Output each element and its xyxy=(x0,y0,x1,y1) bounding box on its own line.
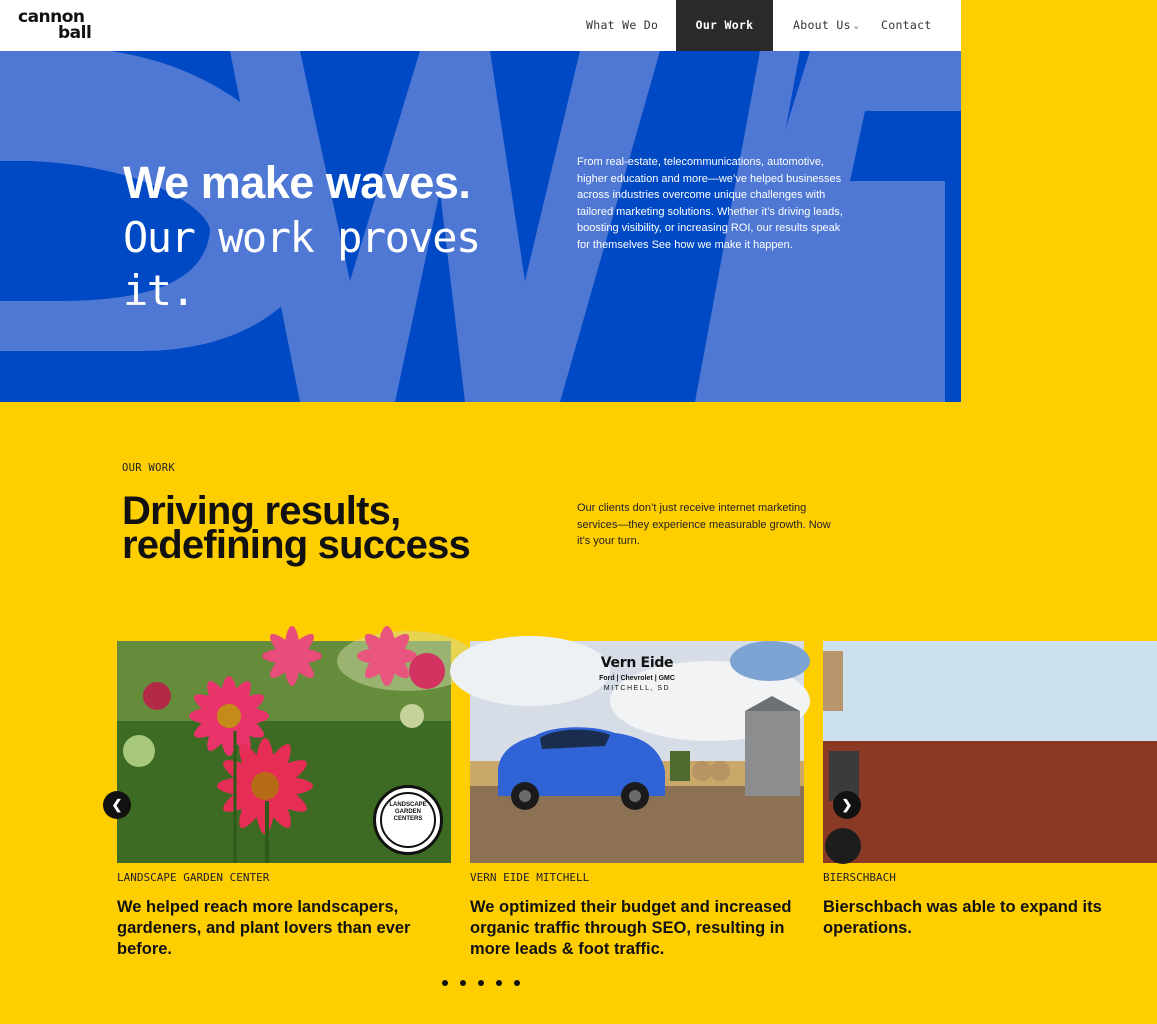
truck-image xyxy=(823,641,1157,863)
cannonball-logo[interactable] xyxy=(18,8,108,42)
pagination-dot[interactable] xyxy=(442,980,448,986)
section-paragraph: Our clients don’t just receive internet marketing services—they experience measurable growth. Now it’s your turn. xyxy=(577,502,831,547)
chevron-right-icon: ❯ xyxy=(841,797,853,812)
vern-eide-logo xyxy=(470,655,804,692)
top-nav xyxy=(0,0,961,51)
our-work-section xyxy=(0,402,1102,1024)
landscape-badge xyxy=(373,785,443,855)
hero-section xyxy=(0,51,961,402)
case-card-vern-eide[interactable] xyxy=(470,641,804,958)
case-study-carousel xyxy=(117,641,1102,971)
carousel-next-button[interactable] xyxy=(833,791,861,819)
mustang-image xyxy=(470,641,804,863)
logo-line-2: ball xyxy=(58,23,92,43)
nav-our-work[interactable]: Our Work xyxy=(676,0,773,51)
section-title: Driving results, redefining success xyxy=(122,489,470,567)
chevron-down-icon: ⌄ xyxy=(853,21,859,30)
flower-4 xyxy=(357,626,417,686)
pagination-dot[interactable] xyxy=(496,980,502,986)
hero-headline: We make waves. xyxy=(123,157,471,208)
section-eyebrow: OUR WORK xyxy=(122,462,175,474)
nav-contact[interactable]: Contact xyxy=(881,18,932,32)
nav-about-us[interactable] xyxy=(793,0,859,51)
logo-line-1: cannon xyxy=(18,7,85,27)
hero-paragraph: From real-estate, telecommunications, automotive, higher education and more—we’ve helped businesses across industries overcome unique challenges with tailored marketing solutions. Whether it’s driving leads, boosting visibility, or increasing ROI, our results speak for themselves See how we make it happen. xyxy=(577,156,843,251)
brand-name: Vern Eide xyxy=(600,655,674,671)
card-description: We optimized their budget and increased organic traffic through SEO, resulting in more leads & foot traffic. xyxy=(470,898,792,958)
card-description: We helped reach more landscapers, gardeners, and plant lovers than ever before. xyxy=(117,898,411,958)
card-tag: BIERSCHBACH xyxy=(823,871,896,884)
nav-about-us-label: About Us xyxy=(793,18,851,32)
pagination-dot[interactable] xyxy=(514,980,520,986)
card-tag: LANDSCAPE GARDEN CENTER xyxy=(117,871,270,884)
pagination-dot[interactable] xyxy=(478,980,484,986)
chevron-left-icon: ❮ xyxy=(111,797,123,812)
card-tag: VERN EIDE MITCHELL xyxy=(470,871,590,884)
badge-text: LANDSCAPE GARDEN CENTERS xyxy=(389,802,427,822)
hero-subheadline: Our work proves it. xyxy=(123,213,480,315)
case-card-bierschbach[interactable] xyxy=(823,641,1157,937)
card-description: Bierschbach was able to expand its operations. xyxy=(823,898,1102,937)
brand-location: MITCHELL, SD xyxy=(603,685,671,692)
flower-3 xyxy=(262,626,322,686)
flowers-image xyxy=(117,641,451,863)
pagination-dot[interactable] xyxy=(460,980,466,986)
carousel-prev-button[interactable] xyxy=(103,791,131,819)
brand-row: Ford | Chevrolet | GMC xyxy=(599,675,675,682)
case-card-landscape[interactable] xyxy=(117,641,451,958)
nav-what-we-do[interactable]: What We Do xyxy=(586,18,659,32)
